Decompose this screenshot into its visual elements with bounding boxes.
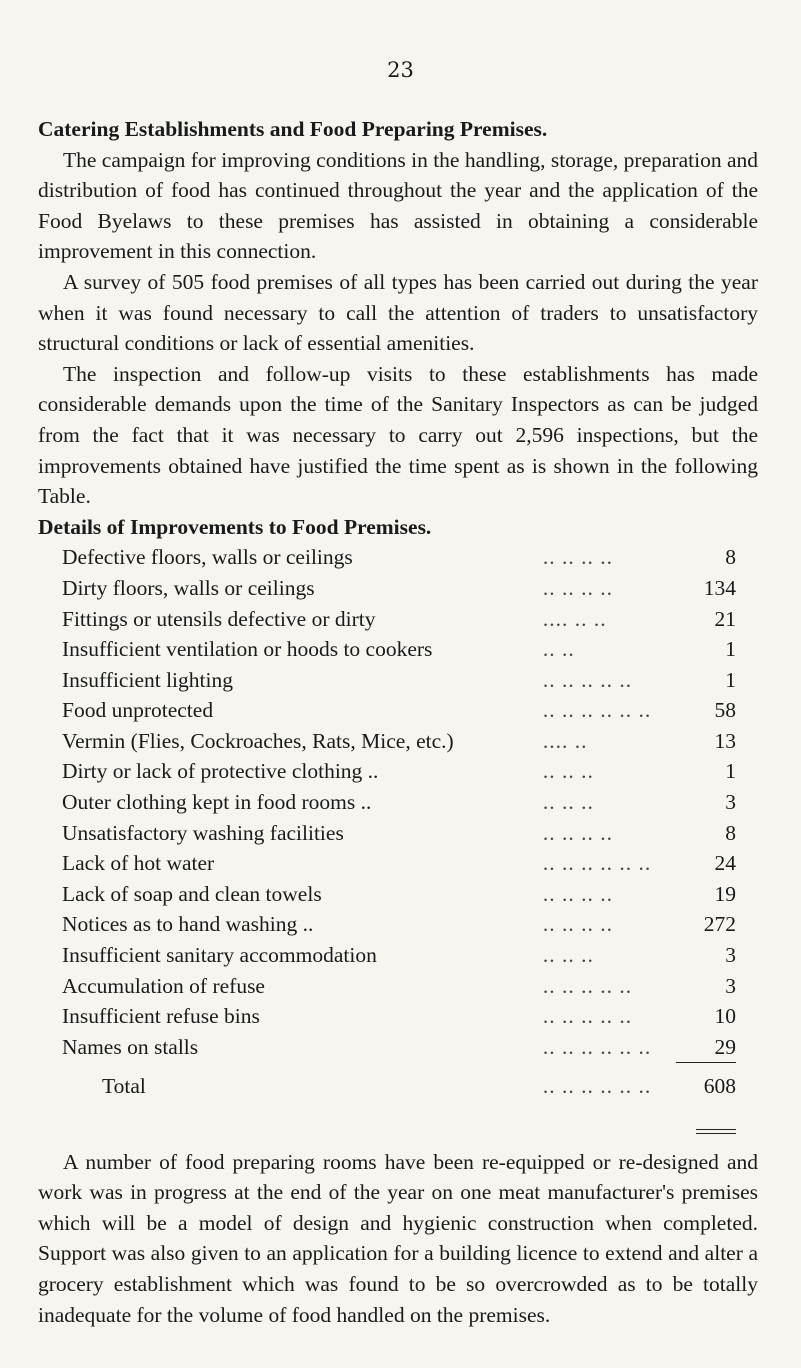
paragraph-inspection: The inspection and follow-up visits to these establishments has made considerable demands upon the time of the Sanitary Inspectors as can be judged from the fact that it was necessary to carry out 2,596 inspections, but the improvements obtained have justified the time spent as is shown in the following Table. — [38, 361, 758, 509]
table-row — [62, 879, 736, 910]
improvements-table — [62, 542, 736, 1142]
table-row — [62, 971, 736, 1002]
row-label: Unsatisfactory washing facilities — [62, 820, 344, 845]
row-value: 3 — [725, 790, 736, 815]
row-dots: .. .. .. .. .. .. — [542, 851, 652, 876]
row-value: 29 — [676, 1032, 736, 1063]
row-value: 1 — [725, 759, 736, 784]
row-value: 134 — [703, 575, 736, 600]
section-heading: Catering Establishments and Food Preparing Premises. — [38, 117, 548, 141]
page-number: 23 — [387, 58, 414, 82]
row-value: 24 — [714, 851, 736, 876]
double-rule-row — [62, 1102, 736, 1143]
total-label: Total — [102, 1074, 146, 1099]
row-value: 21 — [714, 606, 736, 631]
row-value: 58 — [714, 698, 736, 723]
row-label: Insufficient refuse bins — [62, 1004, 260, 1029]
table-row — [62, 756, 736, 787]
row-label: Insufficient sanitary accommodation — [62, 943, 377, 968]
total-dots: .. .. .. .. .. .. — [542, 1074, 652, 1099]
table-row — [62, 818, 736, 849]
row-label: Defective floors, walls or ceilings — [62, 545, 353, 570]
table-row — [62, 848, 736, 879]
row-value: 13 — [714, 728, 736, 753]
row-label: Lack of hot water — [62, 851, 215, 876]
row-dots: .. .. .. .. — [542, 545, 614, 570]
row-dots: .. .. .. .. — [542, 912, 614, 937]
row-dots: .. .. .. — [542, 943, 594, 968]
row-value: 272 — [703, 912, 736, 937]
total-row — [62, 1063, 736, 1102]
table-row — [62, 542, 736, 573]
table-row — [62, 1001, 736, 1032]
row-value: 3 — [725, 973, 736, 998]
closing-paragraph: A number of food preparing rooms have been re-equipped or re-designed and work was in progress at the end of the year on one meat manufacturer's premises which will be a model of design and hygienic construction when completed. Support was also given to an application for a building licence to extend and alter a grocery establishment which was found to be so overcrowded as to be totally inadequate for the volume of food handled on the premises. — [38, 1149, 758, 1327]
table-row — [62, 1032, 736, 1063]
row-dots: .. .. .. — [542, 759, 594, 784]
row-value: 8 — [725, 545, 736, 570]
row-dots: .... .. .. — [542, 606, 607, 631]
row-dots: .. .. .. — [542, 790, 594, 815]
table-row — [62, 634, 736, 665]
row-value: 19 — [714, 881, 736, 906]
row-label: Notices as to hand washing .. — [62, 912, 314, 937]
row-label: Dirty floors, walls or ceilings — [62, 575, 315, 600]
row-dots: .. .. .. .. .. — [542, 667, 633, 692]
row-dots: .. .. — [542, 637, 575, 662]
row-value: 10 — [714, 1004, 736, 1029]
paragraph-survey: A survey of 505 food premises of all types has been carried out during the year when it was found necessary to call the attention of traders to unsatisfactory structural conditions or lack of essential amenities. — [38, 269, 758, 356]
table-row — [62, 940, 736, 971]
table-row — [62, 726, 736, 757]
row-label: Outer clothing kept in food rooms .. — [62, 790, 372, 815]
table-row — [62, 695, 736, 726]
row-dots: .. .. .. .. — [542, 575, 614, 600]
row-dots: .... .. — [542, 728, 588, 753]
row-value: 8 — [725, 820, 736, 845]
table-row — [62, 573, 736, 604]
row-label: Dirty or lack of protective clothing .. — [62, 759, 379, 784]
table-heading: Details of Improvements to Food Premises. — [38, 514, 432, 539]
row-dots: .. .. .. .. — [542, 881, 614, 906]
table-row — [62, 787, 736, 818]
row-label: Insufficient lighting — [62, 667, 233, 692]
row-label: Names on stalls — [62, 1034, 199, 1059]
paragraph-campaign: The campaign for improving conditions in the handling, storage, preparation and distribution of food has continued throughout the year and the application of the Food Byelaws to these premises has assisted in obtaining a considerable improvement in this connection. — [38, 147, 758, 264]
row-dots: .. .. .. .. .. — [542, 1004, 633, 1029]
table-row — [62, 665, 736, 696]
row-dots: .. .. .. .. .. .. — [542, 1034, 652, 1059]
row-dots: .. .. .. .. .. .. — [542, 698, 652, 723]
row-dots: .. .. .. .. .. — [542, 973, 633, 998]
row-label: Vermin (Flies, Cockroaches, Rats, Mice, etc.) — [62, 728, 454, 753]
row-label: Lack of soap and clean towels — [62, 881, 322, 906]
total-value: 608 — [703, 1074, 736, 1099]
double-underline — [696, 1129, 736, 1134]
table-row — [62, 604, 736, 635]
table-row — [62, 909, 736, 940]
row-label: Accumulation of refuse — [62, 973, 265, 998]
row-value: 1 — [725, 667, 736, 692]
row-label: Food unprotected — [62, 698, 214, 723]
row-label: Insufficient ventilation or hoods to cookers — [62, 637, 433, 662]
row-value: 3 — [725, 943, 736, 968]
page-content — [38, 114, 758, 1330]
row-dots: .. .. .. .. — [542, 820, 614, 845]
row-label: Fittings or utensils defective or dirty — [62, 606, 376, 631]
row-value: 1 — [725, 637, 736, 662]
